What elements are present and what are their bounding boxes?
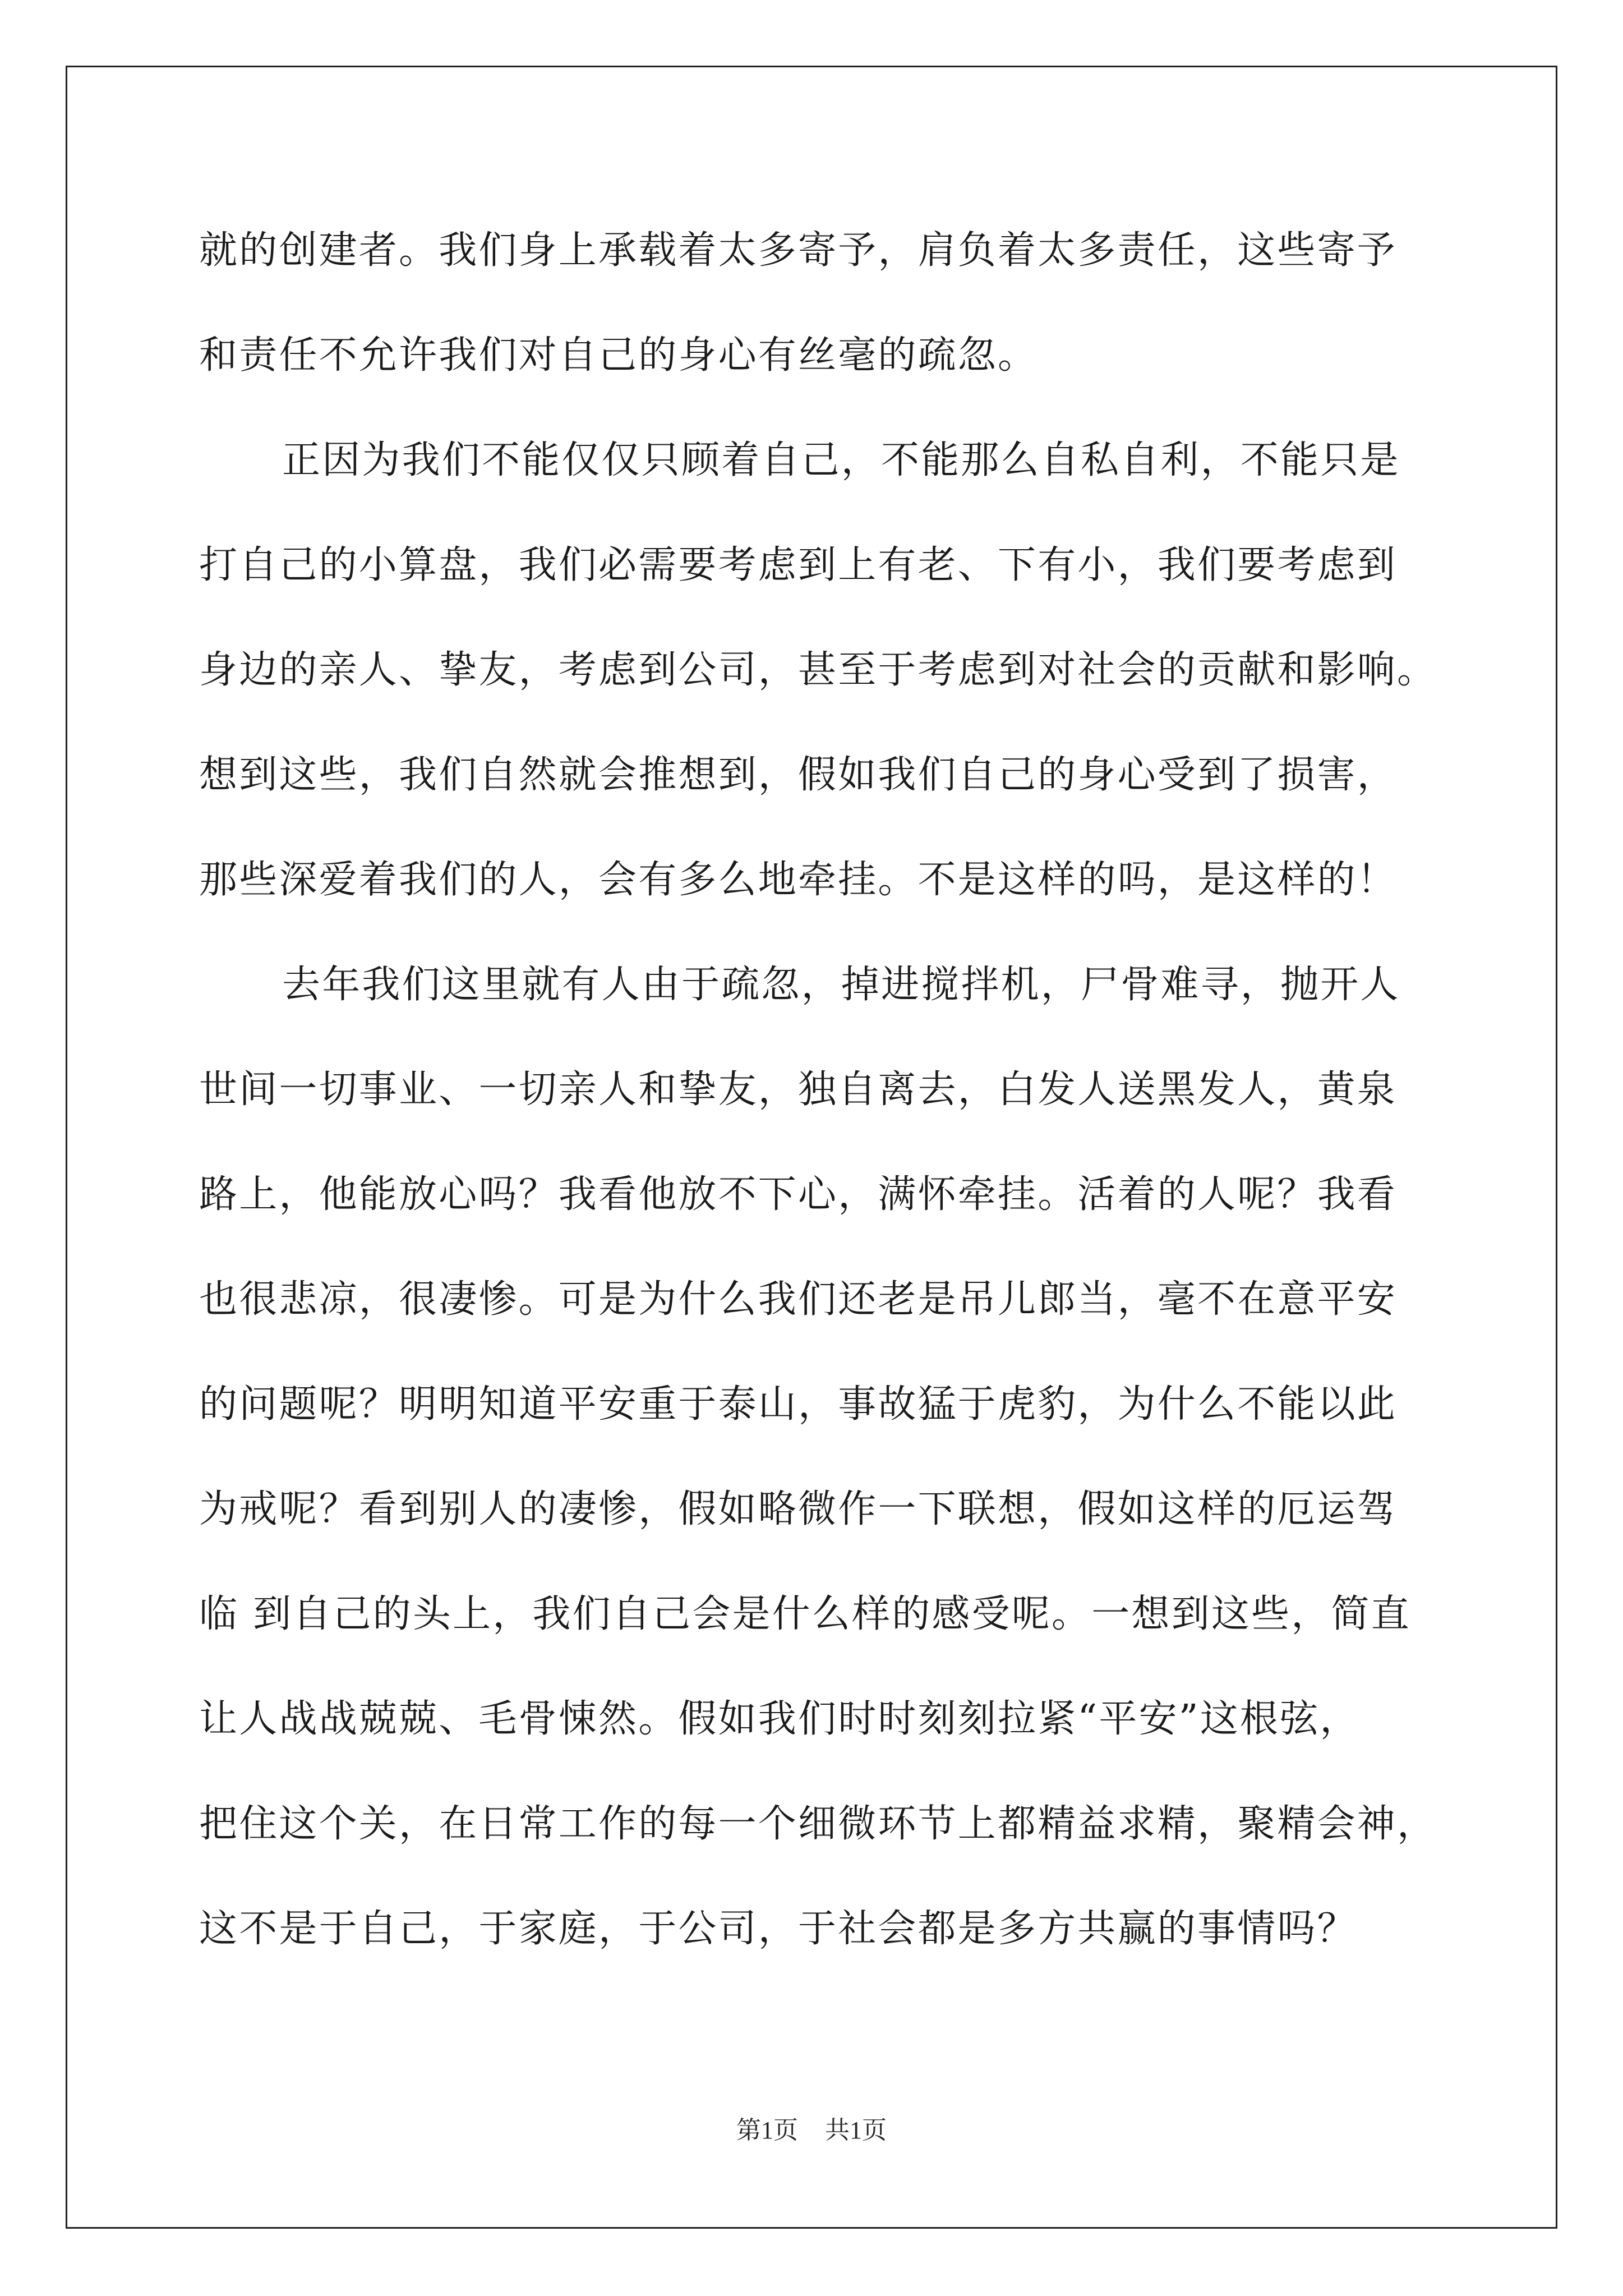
text-line: 就的创建者。我们身上承载着太多寄予，肩负着太多责任，这些寄予	[199, 228, 1398, 273]
text-line: 路上，他能放心吗？我看他放不下心，满怀牵挂。活着的人呢？我看	[199, 1172, 1398, 1217]
text-line: 临 到自己的头上，我们自己会是什么样的感受呢。一想到这些，简直	[199, 1592, 1411, 1636]
text-line: 想到这些，我们自然就会推想到，假如我们自己的身心受到了损害，	[199, 753, 1398, 797]
text-line: 那些深爱着我们的人，会有多么地牵挂。不是这样的吗，是这样的！	[199, 858, 1398, 902]
text-line: 世间一切事业、一切亲人和挚友，独自离去，白发人送黑发人，黄泉	[199, 1068, 1398, 1112]
document-body	[199, 209, 1437, 1992]
text-line: 把住这个关，在日常工作的每一个细微环节上都精益求精，聚精会神，	[199, 1802, 1437, 1846]
text-line: 这不是于自己，于家庭，于公司，于社会都是多方共赢的事情吗？	[199, 1907, 1357, 1951]
text-line: 让人战战兢兢、毛骨悚然。假如我们时时刻刻拉紧“平安”这根弦，	[199, 1697, 1360, 1741]
page-footer	[0, 2114, 1623, 2147]
text-line: 为戒呢？看到别人的凄惨，假如略微作一下联想，假如这样的厄运驾	[199, 1487, 1398, 1531]
text-line: 的问题呢？明明知道平安重于泰山，事故猛于虎豹，为什么不能以此	[199, 1382, 1398, 1427]
text-line: 也很悲凉，很凄惨。可是为什么我们还老是吊儿郎当，毫不在意平安	[199, 1277, 1398, 1322]
page-total: 共1页	[825, 2116, 887, 2144]
paragraph-start-line: 去年我们这里就有人由于疏忽，掉进搅拌机，尸骨难寻，抛开人	[282, 963, 1400, 1007]
paragraph-start-line: 正因为我们不能仅仅只顾着自己，不能那么自私自利，不能只是	[282, 438, 1400, 482]
page-number: 第1页	[736, 2116, 798, 2144]
text-line: 和责任不允许我们对自己的身心有丝毫的疏忽。	[199, 333, 1038, 378]
text-line: 身边的亲人、挚友，考虑到公司，甚至于考虑到对社会的贡献和影响。	[199, 648, 1437, 692]
text-line: 打自己的小算盘，我们必需要考虑到上有老、下有小，我们要考虑到	[199, 543, 1398, 587]
